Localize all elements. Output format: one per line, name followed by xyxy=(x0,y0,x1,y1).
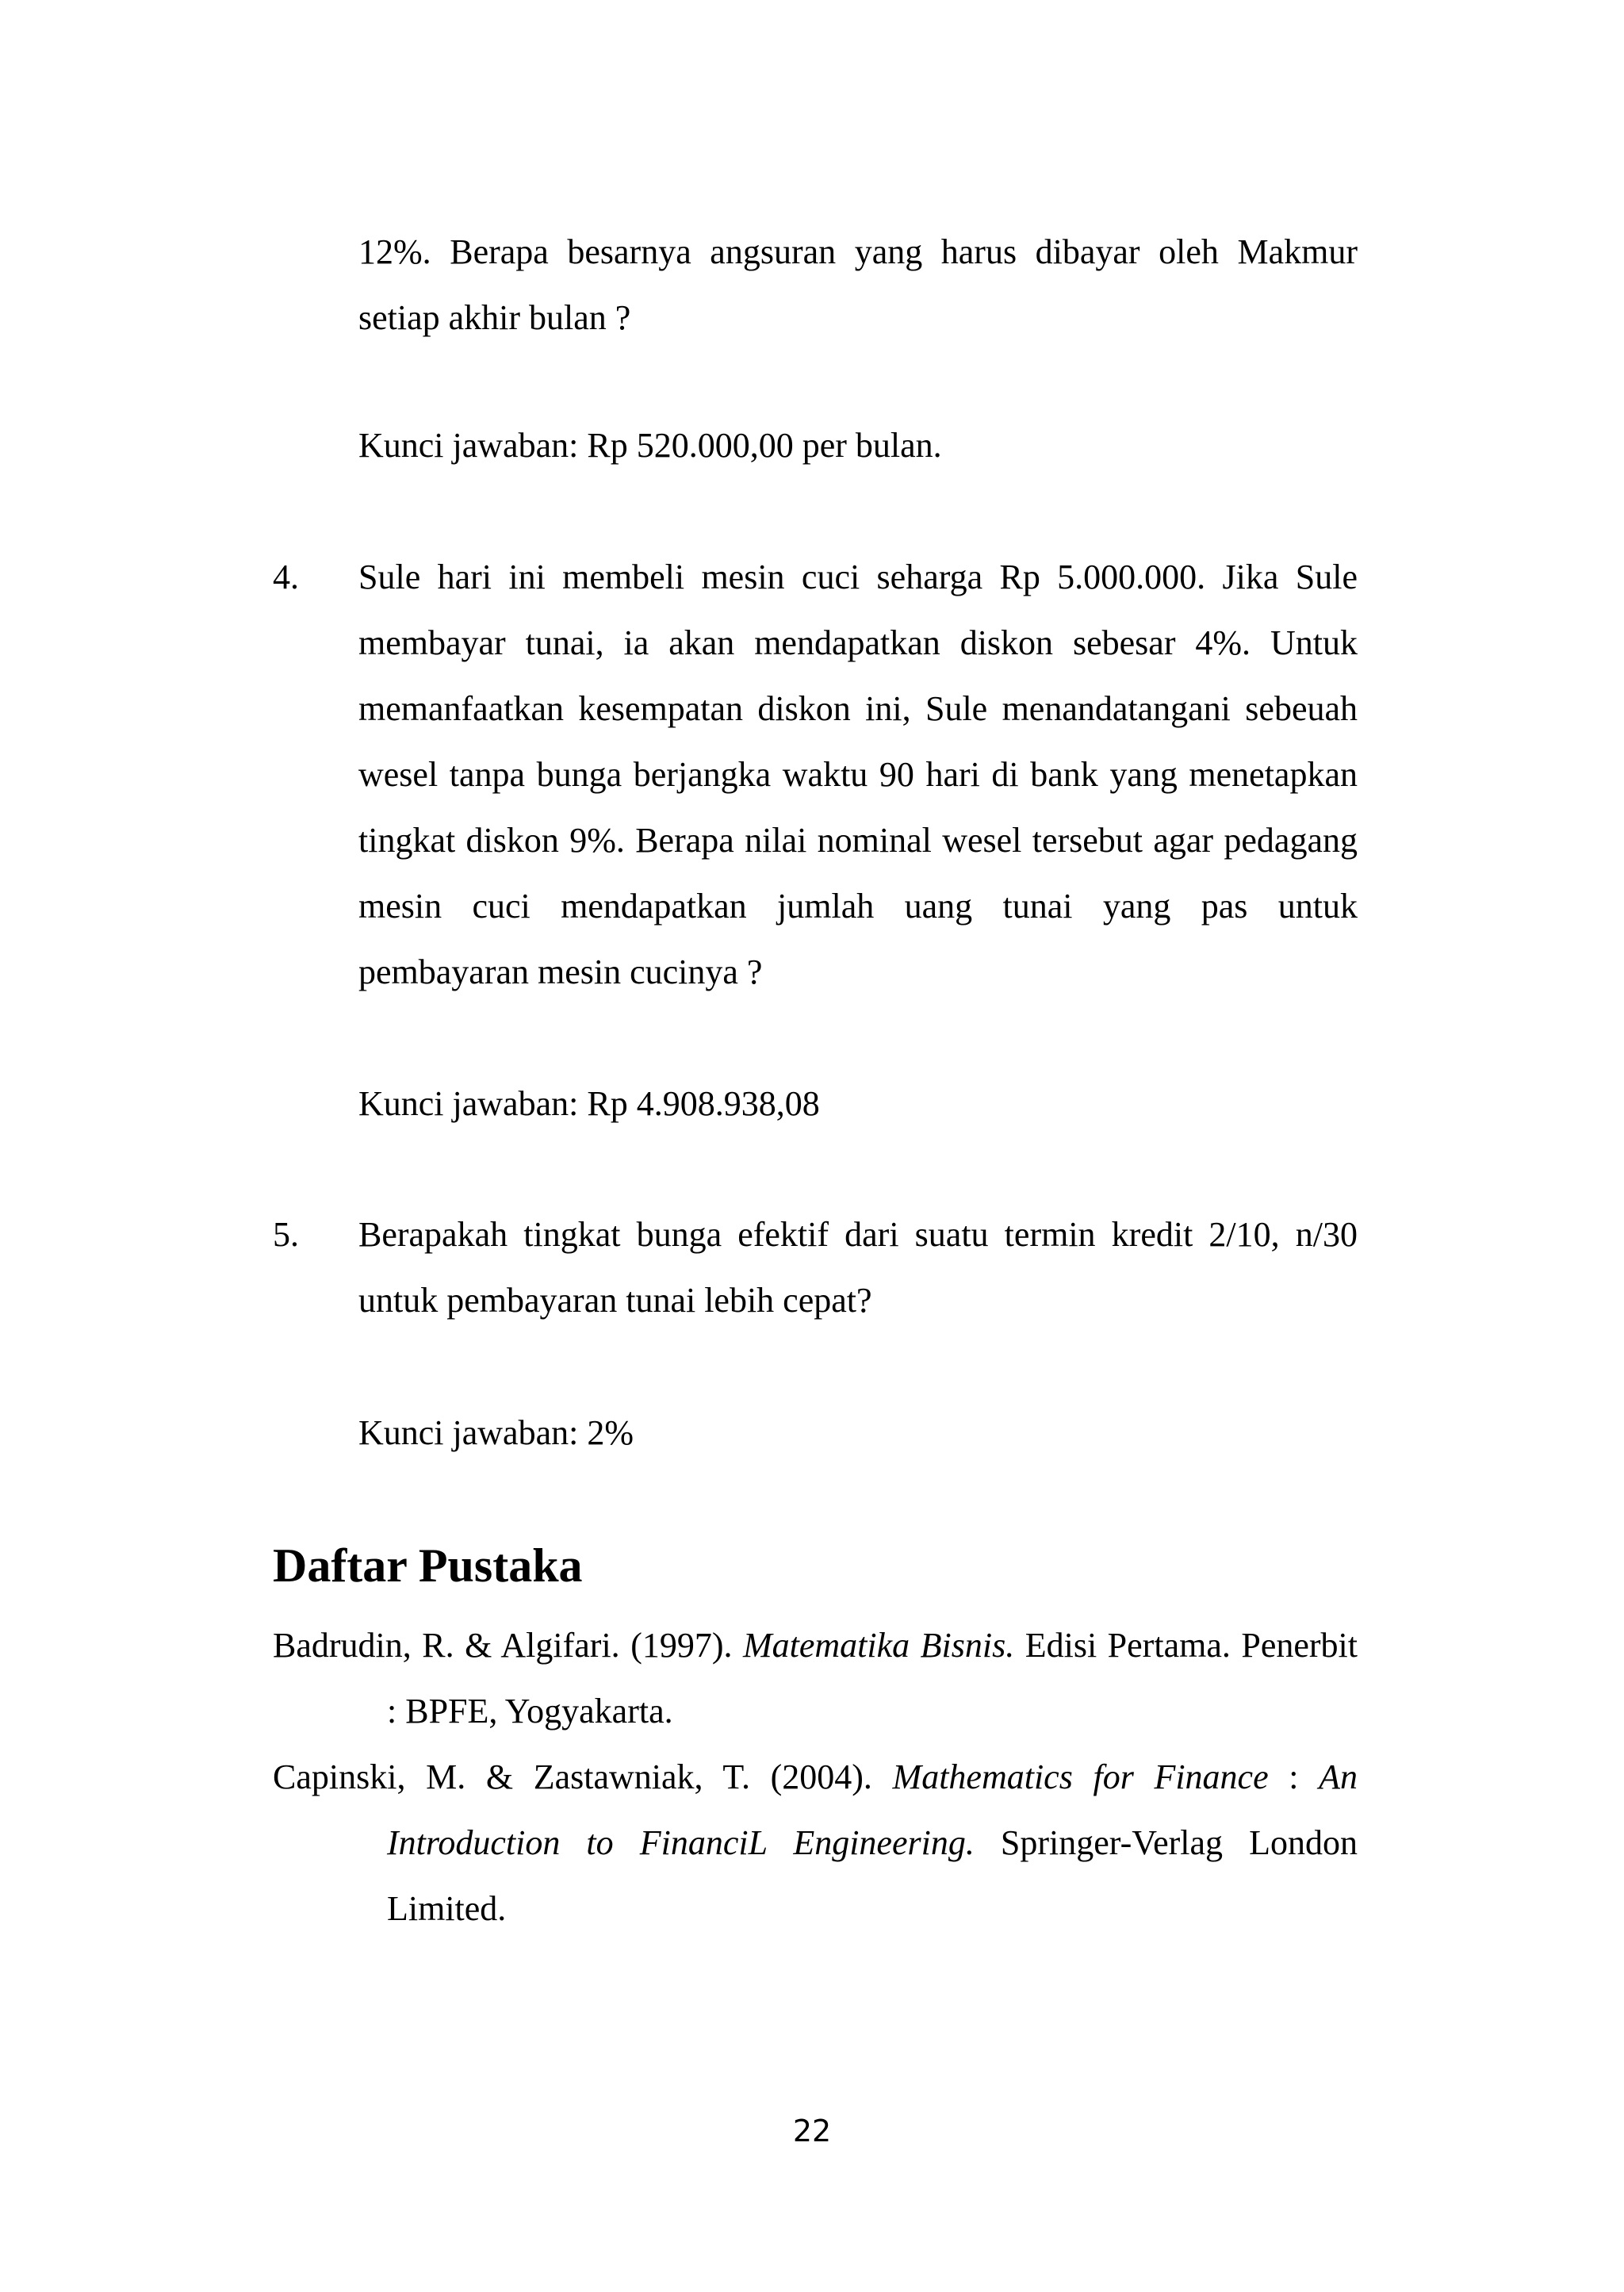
question-5-number: 5. xyxy=(273,1215,299,1254)
reference-subtitle: An Introduction to FinanciL Engineering. xyxy=(387,1757,1358,1862)
question-4-answer-key: Kunci jawaban: Rp 4.908.938,08 xyxy=(358,1084,820,1123)
reference-entry xyxy=(273,1612,1358,1744)
question-4-number: 4. xyxy=(273,558,299,596)
page-number: 22 xyxy=(792,2114,832,2148)
question-5-answer-key: Kunci jawaban: 2% xyxy=(358,1413,634,1452)
reference-title: Mathematics for Finance xyxy=(892,1757,1269,1796)
reference-title: Matematika Bisnis. xyxy=(743,1626,1015,1665)
reference-authors: Badrudin, R. & Algifari. (1997). xyxy=(273,1626,743,1665)
question-3-continuation: 12%. Berapa besarnya angsuran yang harus dibayar oleh Makmur setiap akhir bulan ? xyxy=(358,232,1358,337)
question-3-answer-key: Kunci jawaban: Rp 520.000,00 per bulan. xyxy=(358,426,942,465)
reference-publisher: Edisi Pertama. Penerbit : BPFE, Yogyakarta. xyxy=(387,1626,1358,1730)
reference-entry xyxy=(273,1744,1358,1941)
question-4-text: Sule hari ini membeli mesin cuci seharga Rp 5.000.000. Jika Sule membayar tunai, ia akan mendapatkan diskon sebesar 4%. Untuk memanfaatkan kesempatan diskon ini, Sule menandatangani sebeuah wesel tanpa bunga berjangka waktu 90 hari di bank yang menetapkan tingkat diskon 9%. Berapa nilai nominal wesel tersebut agar pedagang mesin cuci mendapatkan jumlah uang tunai yang pas untuk pembayaran mesin cucinya ? xyxy=(358,558,1358,991)
references-heading: Daftar Pustaka xyxy=(273,1539,583,1592)
reference-separator: : xyxy=(1268,1757,1320,1796)
reference-authors: Capinski, M. & Zastawniak, T. (2004). xyxy=(273,1757,893,1796)
question-5-text: Berapakah tingkat bunga efektif dari suatu termin kredit 2/10, n/30 untuk pembayaran tunai lebih cepat? xyxy=(358,1215,1358,1320)
reference-publisher: Springer-Verlag London Limited. xyxy=(387,1823,1358,1928)
